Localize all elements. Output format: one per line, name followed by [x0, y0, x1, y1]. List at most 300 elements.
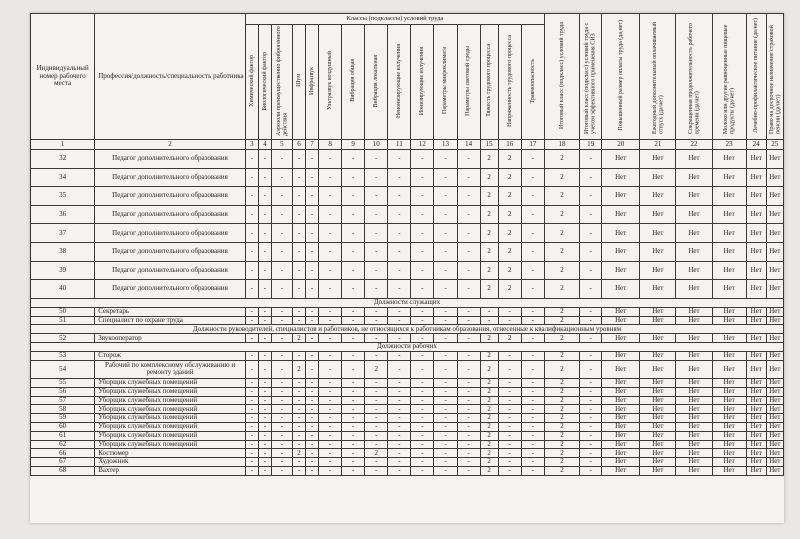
factor-class: - — [258, 449, 271, 458]
factor-class: - — [521, 378, 544, 387]
factor-class: - — [521, 440, 544, 449]
factor-class: - — [258, 387, 271, 396]
factor-class: - — [292, 168, 305, 187]
benefit-value: Нет — [766, 422, 783, 431]
final-class-siz: - — [580, 378, 602, 387]
benefit-value: Нет — [602, 378, 640, 387]
section-row — [31, 325, 784, 334]
benefit-value: Нет — [640, 440, 676, 449]
factor-class: - — [388, 280, 411, 299]
factor-class: - — [411, 224, 434, 243]
factor-class: - — [388, 261, 411, 280]
header-profession: Профессия/должность/специальность работника — [95, 14, 246, 140]
factor-class: - — [245, 307, 258, 316]
factor-class: - — [457, 466, 480, 475]
final-class-siz: - — [580, 458, 602, 467]
factor-class: - — [411, 242, 434, 261]
factor-class: - — [457, 168, 480, 187]
factor-class: - — [457, 414, 480, 423]
factor-class: - — [258, 431, 271, 440]
factor-class: - — [342, 261, 365, 280]
benefit-value: Нет — [746, 334, 766, 343]
table-row — [31, 261, 784, 280]
factor-class: - — [457, 378, 480, 387]
factor-class: - — [498, 352, 521, 361]
factor-class: 2 — [498, 187, 521, 206]
factor-class: - — [271, 458, 292, 467]
final-class: 2 — [544, 378, 579, 387]
factor-class: - — [342, 431, 365, 440]
header-factor: Аэрозоли преимущественно фиброгенного действия — [271, 25, 292, 140]
benefit-value: Нет — [640, 396, 676, 405]
factor-class: - — [258, 405, 271, 414]
factor-class: 2 — [480, 458, 498, 467]
factor-class: - — [292, 150, 305, 169]
factor-class: - — [388, 360, 411, 378]
factor-class: - — [245, 242, 258, 261]
factor-class: - — [319, 466, 342, 475]
factor-class: - — [480, 316, 498, 325]
benefit-value: Нет — [602, 352, 640, 361]
factor-class: - — [258, 205, 271, 224]
factor-class: - — [319, 242, 342, 261]
column-number: 3 — [245, 140, 258, 150]
factor-class: - — [271, 466, 292, 475]
factor-class: - — [271, 440, 292, 449]
final-class: 2 — [544, 205, 579, 224]
benefit-value: Нет — [676, 466, 712, 475]
benefit-value: Нет — [602, 414, 640, 423]
table-row — [31, 187, 784, 206]
factor-class: - — [388, 458, 411, 467]
factor-class: - — [457, 396, 480, 405]
factor-class: - — [411, 307, 434, 316]
final-class: 2 — [544, 396, 579, 405]
profession-name: Рабочий по комплексному обслуживанию и ремонту зданий — [95, 360, 246, 378]
benefit-value: Нет — [766, 307, 783, 316]
factor-class: - — [306, 261, 319, 280]
factor-class: - — [457, 224, 480, 243]
factor-class: - — [434, 422, 457, 431]
factor-class: - — [521, 187, 544, 206]
workplace-number: 34 — [31, 168, 95, 187]
factor-class: - — [271, 187, 292, 206]
factor-class: 2 — [480, 387, 498, 396]
workplace-number: 40 — [31, 280, 95, 299]
column-number: 6 — [292, 140, 305, 150]
factor-class: - — [271, 307, 292, 316]
benefit-value: Нет — [712, 316, 746, 325]
profession-name: Специалист по охране труда — [95, 316, 246, 325]
benefit-value: Нет — [712, 334, 746, 343]
benefit-value: Нет — [602, 405, 640, 414]
factor-class: - — [411, 360, 434, 378]
benefit-value: Нет — [676, 242, 712, 261]
factor-class: - — [411, 168, 434, 187]
table-row — [31, 242, 784, 261]
factor-class: - — [319, 396, 342, 405]
factor-class: - — [292, 431, 305, 440]
factor-class: - — [365, 466, 388, 475]
table-row — [31, 378, 784, 387]
factor-class: - — [388, 422, 411, 431]
factor-class: - — [306, 150, 319, 169]
profession-name: Педагог дополнительного образования — [95, 187, 246, 206]
factor-class: - — [245, 316, 258, 325]
table-row — [31, 280, 784, 299]
factor-class: 2 — [365, 449, 388, 458]
final-class-siz: - — [580, 316, 602, 325]
benefit-value: Нет — [712, 458, 746, 467]
factor-class: - — [434, 378, 457, 387]
workplace-number: 62 — [31, 440, 95, 449]
factor-class: - — [271, 405, 292, 414]
factor-class: - — [498, 466, 521, 475]
final-class: 2 — [544, 280, 579, 299]
factor-class: 2 — [480, 414, 498, 423]
factor-class: 2 — [498, 224, 521, 243]
factor-class: - — [271, 422, 292, 431]
table-row — [31, 168, 784, 187]
benefit-value: Нет — [602, 449, 640, 458]
benefit-value: Нет — [712, 440, 746, 449]
header-pension: Право на досрочное назначение страховой пенсии (да/нет) — [766, 14, 783, 140]
profession-name: Секретарь — [95, 307, 246, 316]
factor-class: - — [271, 242, 292, 261]
factor-class: - — [521, 352, 544, 361]
benefit-value: Нет — [712, 414, 746, 423]
factor-class: - — [388, 396, 411, 405]
benefit-value: Нет — [712, 449, 746, 458]
factor-class: - — [498, 440, 521, 449]
factor-class: - — [411, 414, 434, 423]
factor-class: - — [365, 316, 388, 325]
factor-class: - — [245, 334, 258, 343]
factor-class: - — [388, 431, 411, 440]
benefit-value: Нет — [746, 396, 766, 405]
factor-class: - — [306, 378, 319, 387]
column-number: 17 — [521, 140, 544, 150]
factor-class: - — [434, 405, 457, 414]
factor-class: - — [271, 431, 292, 440]
factor-class: - — [434, 242, 457, 261]
factor-class: - — [258, 414, 271, 423]
factor-class: - — [258, 466, 271, 475]
factor-class: - — [388, 316, 411, 325]
factor-class: - — [498, 396, 521, 405]
factor-class: - — [342, 396, 365, 405]
factor-class: - — [271, 224, 292, 243]
benefit-value: Нет — [712, 224, 746, 243]
factor-class: 2 — [292, 334, 305, 343]
factor-class: - — [365, 422, 388, 431]
workplace-number: 68 — [31, 466, 95, 475]
benefit-value: Нет — [766, 449, 783, 458]
factor-class: - — [457, 440, 480, 449]
final-class-siz: - — [580, 360, 602, 378]
header-classes-group: Классы (подклассы) условий труда — [245, 14, 544, 25]
factor-class: 2 — [292, 449, 305, 458]
factor-class: - — [342, 352, 365, 361]
factor-class: - — [306, 187, 319, 206]
benefit-value: Нет — [602, 224, 640, 243]
header-factor: Напряженность трудового процесса — [498, 25, 521, 140]
column-number: 11 — [388, 140, 411, 150]
factor-class: - — [245, 360, 258, 378]
factor-class: - — [365, 168, 388, 187]
benefit-value: Нет — [712, 352, 746, 361]
factor-class: - — [271, 168, 292, 187]
factor-class: - — [342, 458, 365, 467]
factor-class: - — [434, 168, 457, 187]
factor-class: - — [365, 261, 388, 280]
profession-name: Педагог дополнительного образования — [95, 224, 246, 243]
factor-class: - — [271, 449, 292, 458]
factor-class: 2 — [498, 334, 521, 343]
benefit-value: Нет — [746, 280, 766, 299]
factor-class: - — [498, 360, 521, 378]
benefit-value: Нет — [676, 378, 712, 387]
factor-class: - — [258, 224, 271, 243]
factor-class: - — [245, 414, 258, 423]
factor-class: - — [521, 405, 544, 414]
factor-class: - — [365, 440, 388, 449]
table-row — [31, 205, 784, 224]
header-factor: Параметры световой среды — [457, 25, 480, 140]
benefit-value: Нет — [746, 224, 766, 243]
factor-class: - — [306, 458, 319, 467]
factor-class: - — [245, 440, 258, 449]
factor-class: - — [342, 224, 365, 243]
header-factor: Травмоопасность — [521, 25, 544, 140]
factor-class: 2 — [480, 205, 498, 224]
benefit-value: Нет — [766, 261, 783, 280]
profession-name: Уборщик служебных помещений — [95, 387, 246, 396]
factor-class: - — [271, 316, 292, 325]
factor-class: - — [245, 261, 258, 280]
header-factor: Вибрация общая — [342, 25, 365, 140]
factor-class: - — [521, 414, 544, 423]
workplace-number: 66 — [31, 449, 95, 458]
factor-class: - — [365, 396, 388, 405]
benefit-value: Нет — [602, 387, 640, 396]
benefit-value: Нет — [746, 150, 766, 169]
benefit-value: Нет — [676, 205, 712, 224]
section-row — [31, 343, 784, 352]
factor-class: 2 — [480, 466, 498, 475]
benefit-value: Нет — [712, 242, 746, 261]
final-class-siz: - — [580, 466, 602, 475]
benefit-value: Нет — [746, 242, 766, 261]
factor-class: - — [498, 405, 521, 414]
factor-class: - — [292, 458, 305, 467]
benefit-value: Нет — [676, 307, 712, 316]
header-factor: Химический фактор — [245, 25, 258, 140]
factor-class: - — [245, 168, 258, 187]
header-factor: Вибрация локальная — [365, 25, 388, 140]
benefit-value: Нет — [640, 414, 676, 423]
benefit-value: Нет — [602, 187, 640, 206]
factor-class: - — [388, 150, 411, 169]
benefit-value: Нет — [766, 352, 783, 361]
factor-class: - — [521, 307, 544, 316]
factor-class: - — [258, 261, 271, 280]
factor-class: - — [521, 150, 544, 169]
factor-class: 2 — [480, 440, 498, 449]
benefit-value: Нет — [602, 205, 640, 224]
factor-class: - — [258, 280, 271, 299]
factor-class: - — [342, 449, 365, 458]
factor-class: - — [411, 378, 434, 387]
factor-class: - — [521, 242, 544, 261]
benefit-value: Нет — [746, 466, 766, 475]
factor-class: - — [521, 205, 544, 224]
factor-class: - — [292, 224, 305, 243]
factor-class: - — [342, 440, 365, 449]
benefit-value: Нет — [766, 242, 783, 261]
factor-class: - — [411, 440, 434, 449]
factor-class: - — [319, 387, 342, 396]
factor-class: - — [342, 334, 365, 343]
factor-class: - — [411, 316, 434, 325]
factor-class: - — [292, 187, 305, 206]
factor-class: 2 — [498, 280, 521, 299]
benefit-value: Нет — [640, 205, 676, 224]
column-number: 18 — [544, 140, 579, 150]
factor-class: - — [365, 280, 388, 299]
benefit-value: Нет — [766, 378, 783, 387]
factor-class: - — [319, 168, 342, 187]
benefit-value: Нет — [712, 396, 746, 405]
section-row — [31, 298, 784, 307]
benefit-value: Нет — [766, 387, 783, 396]
factor-class: - — [411, 422, 434, 431]
benefit-value: Нет — [602, 440, 640, 449]
benefit-value: Нет — [640, 360, 676, 378]
factor-class: - — [292, 396, 305, 405]
factor-class: - — [388, 405, 411, 414]
factor-class: - — [258, 360, 271, 378]
factor-class: 2 — [480, 360, 498, 378]
factor-class: - — [365, 431, 388, 440]
table-row — [31, 224, 784, 243]
factor-class: - — [271, 360, 292, 378]
benefit-value: Нет — [640, 307, 676, 316]
workplace-number: 57 — [31, 396, 95, 405]
factor-class: - — [411, 187, 434, 206]
factor-class: - — [292, 422, 305, 431]
table-row — [31, 316, 784, 325]
factor-class: - — [292, 242, 305, 261]
benefit-value: Нет — [766, 224, 783, 243]
benefit-value: Нет — [640, 387, 676, 396]
factor-class: - — [434, 334, 457, 343]
factor-class: - — [292, 280, 305, 299]
final-class: 2 — [544, 360, 579, 378]
factor-class: - — [245, 466, 258, 475]
profession-name: Уборщик служебных помещений — [95, 431, 246, 440]
benefit-value: Нет — [766, 396, 783, 405]
benefit-value: Нет — [676, 334, 712, 343]
table-row — [31, 360, 784, 378]
section-title: Должности служащих — [31, 298, 784, 307]
factor-class: - — [342, 205, 365, 224]
factor-class: - — [457, 405, 480, 414]
column-number: 10 — [365, 140, 388, 150]
final-class: 2 — [544, 352, 579, 361]
factor-class: - — [457, 458, 480, 467]
factor-class: - — [245, 224, 258, 243]
factor-class: - — [434, 352, 457, 361]
factor-class: - — [306, 440, 319, 449]
factor-class: - — [319, 307, 342, 316]
benefit-value: Нет — [766, 168, 783, 187]
benefit-value: Нет — [676, 431, 712, 440]
factor-class: - — [434, 431, 457, 440]
column-number: 22 — [676, 140, 712, 150]
factor-class: - — [306, 168, 319, 187]
final-class: 2 — [544, 422, 579, 431]
benefit-value: Нет — [746, 261, 766, 280]
benefit-value: Нет — [676, 316, 712, 325]
benefit-value: Нет — [746, 378, 766, 387]
factor-class: - — [521, 396, 544, 405]
factor-class: - — [342, 168, 365, 187]
factor-class: - — [319, 440, 342, 449]
factor-class: - — [258, 187, 271, 206]
factor-class: - — [498, 458, 521, 467]
column-number: 23 — [712, 140, 746, 150]
factor-class: - — [319, 449, 342, 458]
factor-class: - — [306, 466, 319, 475]
benefit-value: Нет — [640, 224, 676, 243]
factor-class: - — [365, 378, 388, 387]
factor-class: - — [434, 224, 457, 243]
factor-class: - — [480, 307, 498, 316]
benefit-value: Нет — [712, 307, 746, 316]
workplace-number: 35 — [31, 187, 95, 206]
workplace-number: 50 — [31, 307, 95, 316]
final-class: 2 — [544, 387, 579, 396]
table-row — [31, 466, 784, 475]
factor-class: - — [457, 449, 480, 458]
factor-class: - — [245, 396, 258, 405]
column-number: 20 — [602, 140, 640, 150]
benefit-value: Нет — [640, 352, 676, 361]
final-class-siz: - — [580, 150, 602, 169]
benefit-value: Нет — [676, 187, 712, 206]
factor-class: - — [319, 316, 342, 325]
factor-class: - — [271, 378, 292, 387]
final-class-siz: - — [580, 280, 602, 299]
column-number: 5 — [271, 140, 292, 150]
factor-class: - — [388, 242, 411, 261]
header-extra-leave: Ежегодный дополнительный оплачиваемый отпуск (да/нет) — [640, 14, 676, 140]
factor-class: - — [271, 280, 292, 299]
factor-class: - — [306, 316, 319, 325]
factor-class: - — [258, 150, 271, 169]
table-row — [31, 431, 784, 440]
factor-class: - — [521, 449, 544, 458]
column-number: 24 — [746, 140, 766, 150]
factor-class: - — [319, 352, 342, 361]
profession-name: Художник — [95, 458, 246, 467]
workplace-number: 54 — [31, 360, 95, 378]
factor-class: - — [365, 307, 388, 316]
factor-class: 2 — [480, 168, 498, 187]
factor-class: - — [271, 352, 292, 361]
factor-class: - — [319, 414, 342, 423]
